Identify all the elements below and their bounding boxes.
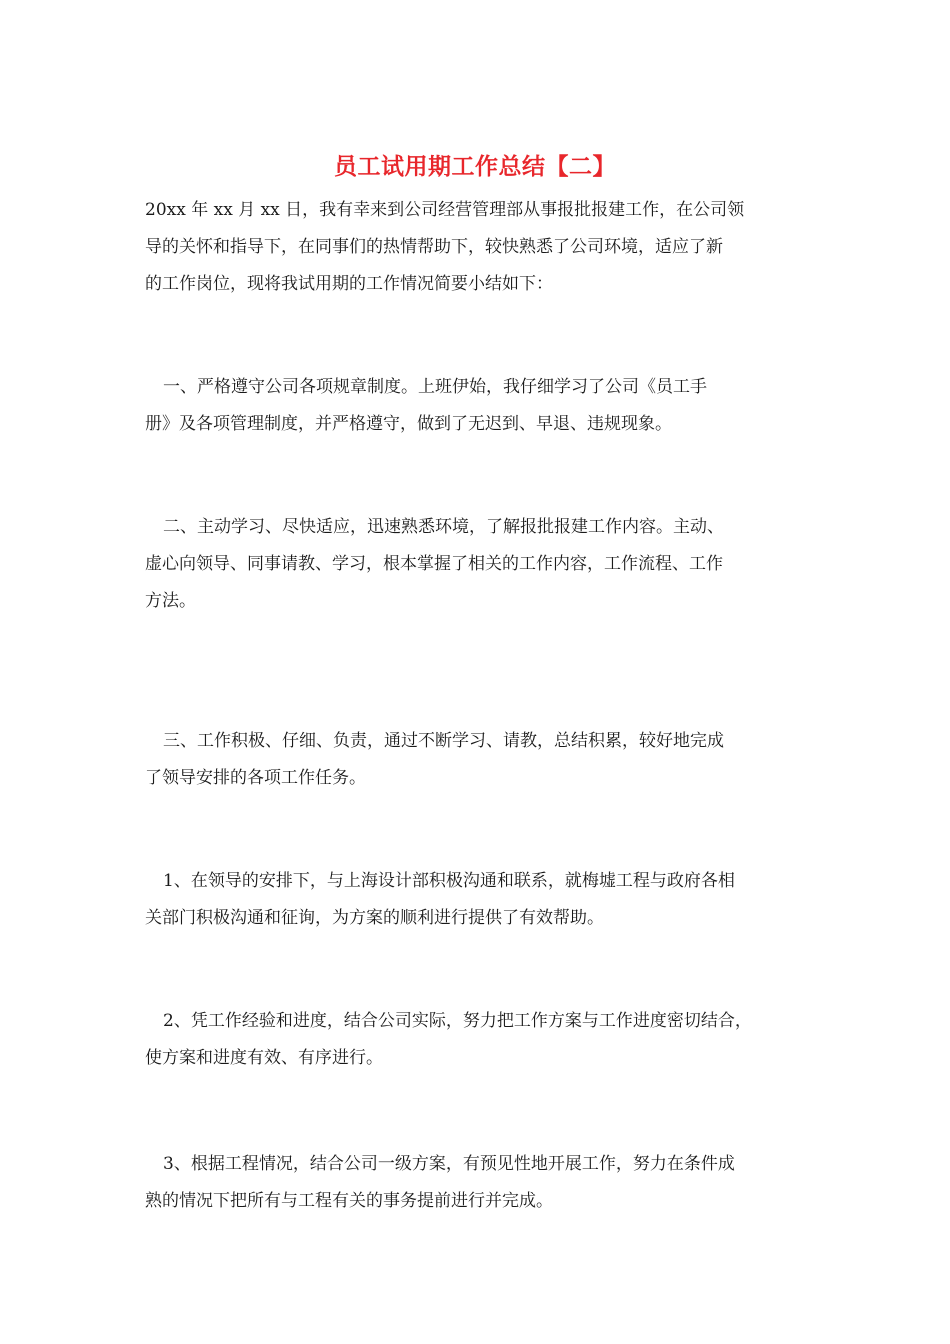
paragraph-line: 虚心向领导、同事请教、学习，根本掌握了相关的工作内容，工作流程、工作	[145, 554, 723, 574]
paragraph-line: 一、严格遵守公司各项规章制度。上班伊始，我仔细学习了公司《员工手	[163, 377, 707, 397]
section-one-paragraph	[145, 369, 815, 443]
section-two-paragraph	[145, 509, 815, 620]
paragraph-line: 三、工作积极、仔细、负责，通过不断学习、请教，总结积累，较好地完成	[163, 731, 724, 751]
paragraph-line: 3、根据工程情况，结合公司一级方案，有预见性地开展工作，努力在条件成	[163, 1154, 735, 1174]
document-title: 员工试用期工作总结【二】	[334, 153, 616, 180]
paragraph-line: 关部门积极沟通和征询，为方案的顺利进行提供了有效帮助。	[145, 908, 604, 928]
paragraph-line: 使方案和进度有效、有序进行。	[145, 1048, 383, 1068]
paragraph-line: 导的关怀和指导下，在同事们的热情帮助下，较快熟悉了公司环境，适应了新	[145, 237, 723, 257]
paragraph-line: 二、主动学习、尽快适应，迅速熟悉环境，了解报批报建工作内容。主动、	[163, 517, 724, 537]
item-two-paragraph	[145, 1003, 815, 1077]
intro-paragraph	[145, 192, 815, 303]
paragraph-line: 的工作岗位，现将我试用期的工作情况简要小结如下：	[145, 274, 553, 294]
item-three-paragraph	[145, 1146, 815, 1220]
paragraph-line: 方法。	[145, 591, 196, 611]
paragraph-line: 20xx 年 xx 月 xx 日，我有幸来到公司经营管理部从事报批报建工作，在公司领	[145, 200, 745, 220]
paragraph-line: 1、在领导的安排下，与上海设计部积极沟通和联系，就梅墟工程与政府各相	[163, 871, 735, 891]
paragraph-line: 册》及各项管理制度，并严格遵守，做到了无迟到、早退、违规现象。	[145, 414, 672, 434]
section-three-paragraph	[145, 723, 815, 797]
paragraph-line: 熟的情况下把所有与工程有关的事务提前进行并完成。	[145, 1191, 553, 1211]
paragraph-line: 2、凭工作经验和进度，结合公司实际，努力把工作方案与工作进度密切结合，	[163, 1011, 752, 1031]
paragraph-line: 了领导安排的各项工作任务。	[145, 768, 366, 788]
item-one-paragraph	[145, 863, 815, 937]
